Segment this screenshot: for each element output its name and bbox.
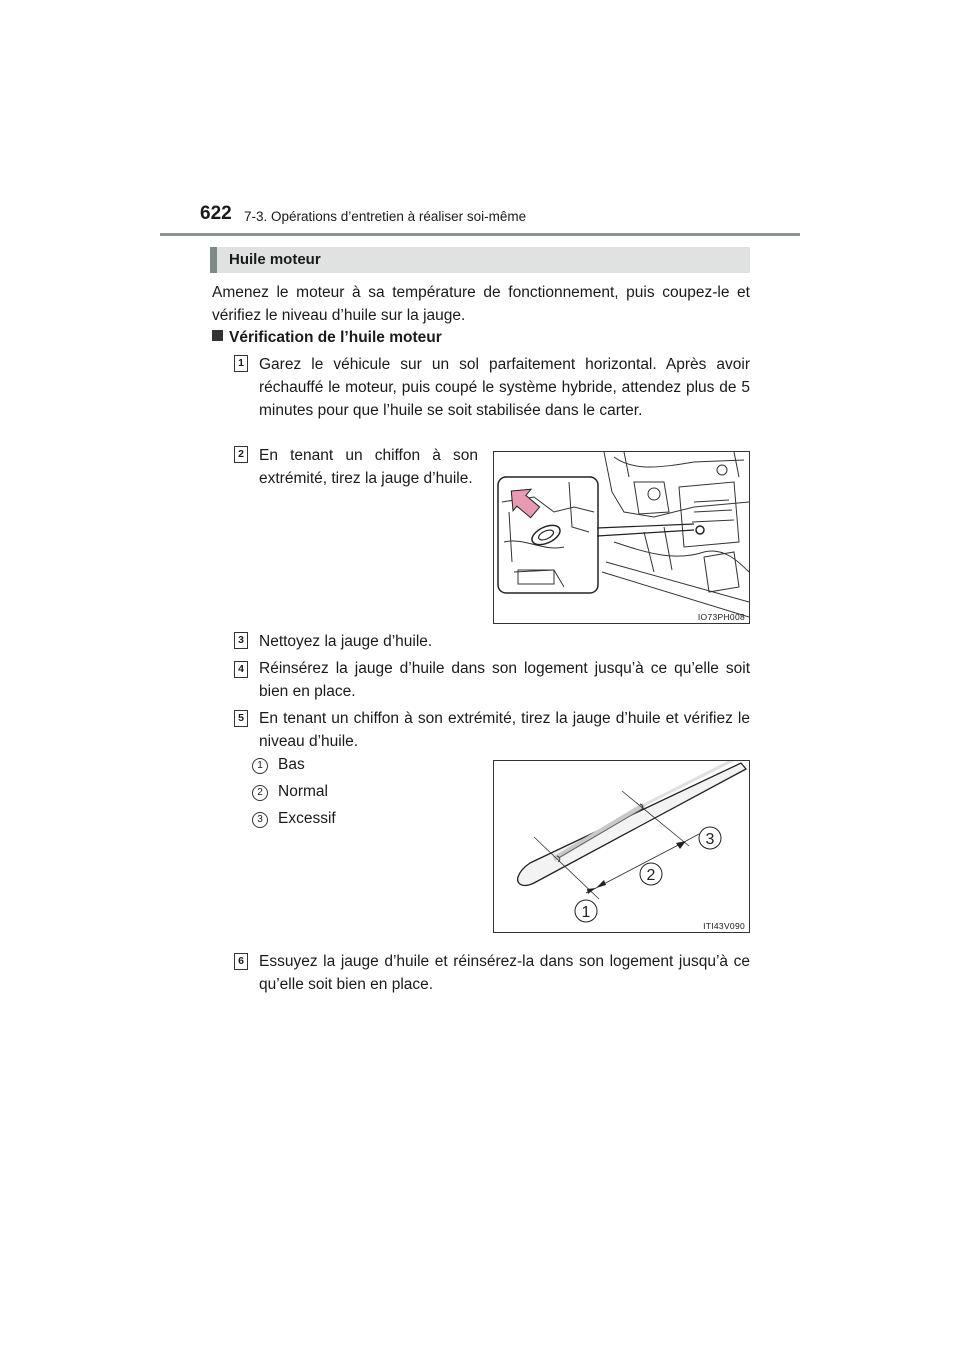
legend-item-excessive [252,809,336,829]
callout-number: 3 [252,812,268,828]
page-number: 622 [200,203,232,224]
subheading-text: Vérification de l’huile moteur [229,329,442,346]
legend-label: Bas [278,756,305,773]
step-text: Garez le véhicule sur un sol parfaitement horizontal. Après avoir réchauffé le moteur, puis coupé le système hybride, attendez plus de 5 minutes pour que l’huile se soit stabilisée dans le carter. [259,356,750,419]
square-bullet-icon [212,330,223,341]
step-text: Essuyez la jauge d’huile et réinsérez-la dans son logement jusqu’à ce qu’elle soit bien en place. [259,953,750,993]
engine-bay-figure [493,451,750,624]
legend-label: Normal [278,783,328,800]
callout-number: 1 [252,758,268,774]
intro-paragraph: Amenez le moteur à sa température de fonctionnement, puis coupez-le et vérifiez le niveau d’huile sur la jauge. [212,284,750,324]
step-number: 5 [234,710,248,727]
step-text: En tenant un chiffon à son extrémité, tirez la jauge d’huile. [259,447,478,487]
section-title: Huile moteur [229,251,321,268]
legend-label: Excessif [278,810,336,827]
callout-number: 3 [705,831,715,848]
callout-number: 2 [646,867,656,884]
dipstick-illustration [494,761,749,932]
figure-code: IO73PH008 [697,612,745,622]
subheading [212,329,442,347]
step-number: 3 [234,632,248,649]
callout-number: 2 [252,785,268,801]
section-heading-bar [210,247,750,273]
step-number: 4 [234,661,248,678]
figure-code: ITI43V090 [703,921,745,931]
engine-bay-illustration [494,452,749,623]
step-text: Nettoyez la jauge d’huile. [259,633,433,650]
legend-item-normal [252,782,328,802]
callout-number: 1 [581,904,591,921]
legend-item-low [252,755,305,775]
running-header: 7-3. Opérations d’entretien à réaliser soi-même [244,209,527,224]
step-number: 2 [234,446,248,463]
step-text: En tenant un chiffon à son extrémité, tirez la jauge d’huile et vérifiez le niveau d’huile. [259,710,750,750]
step-number: 6 [234,953,248,970]
dipstick-figure [493,760,750,933]
step-text: Réinsérez la jauge d’huile dans son logement jusqu’à ce qu’elle soit bien en place. [259,660,750,700]
step-number: 1 [234,355,248,372]
header-rule [160,233,800,236]
